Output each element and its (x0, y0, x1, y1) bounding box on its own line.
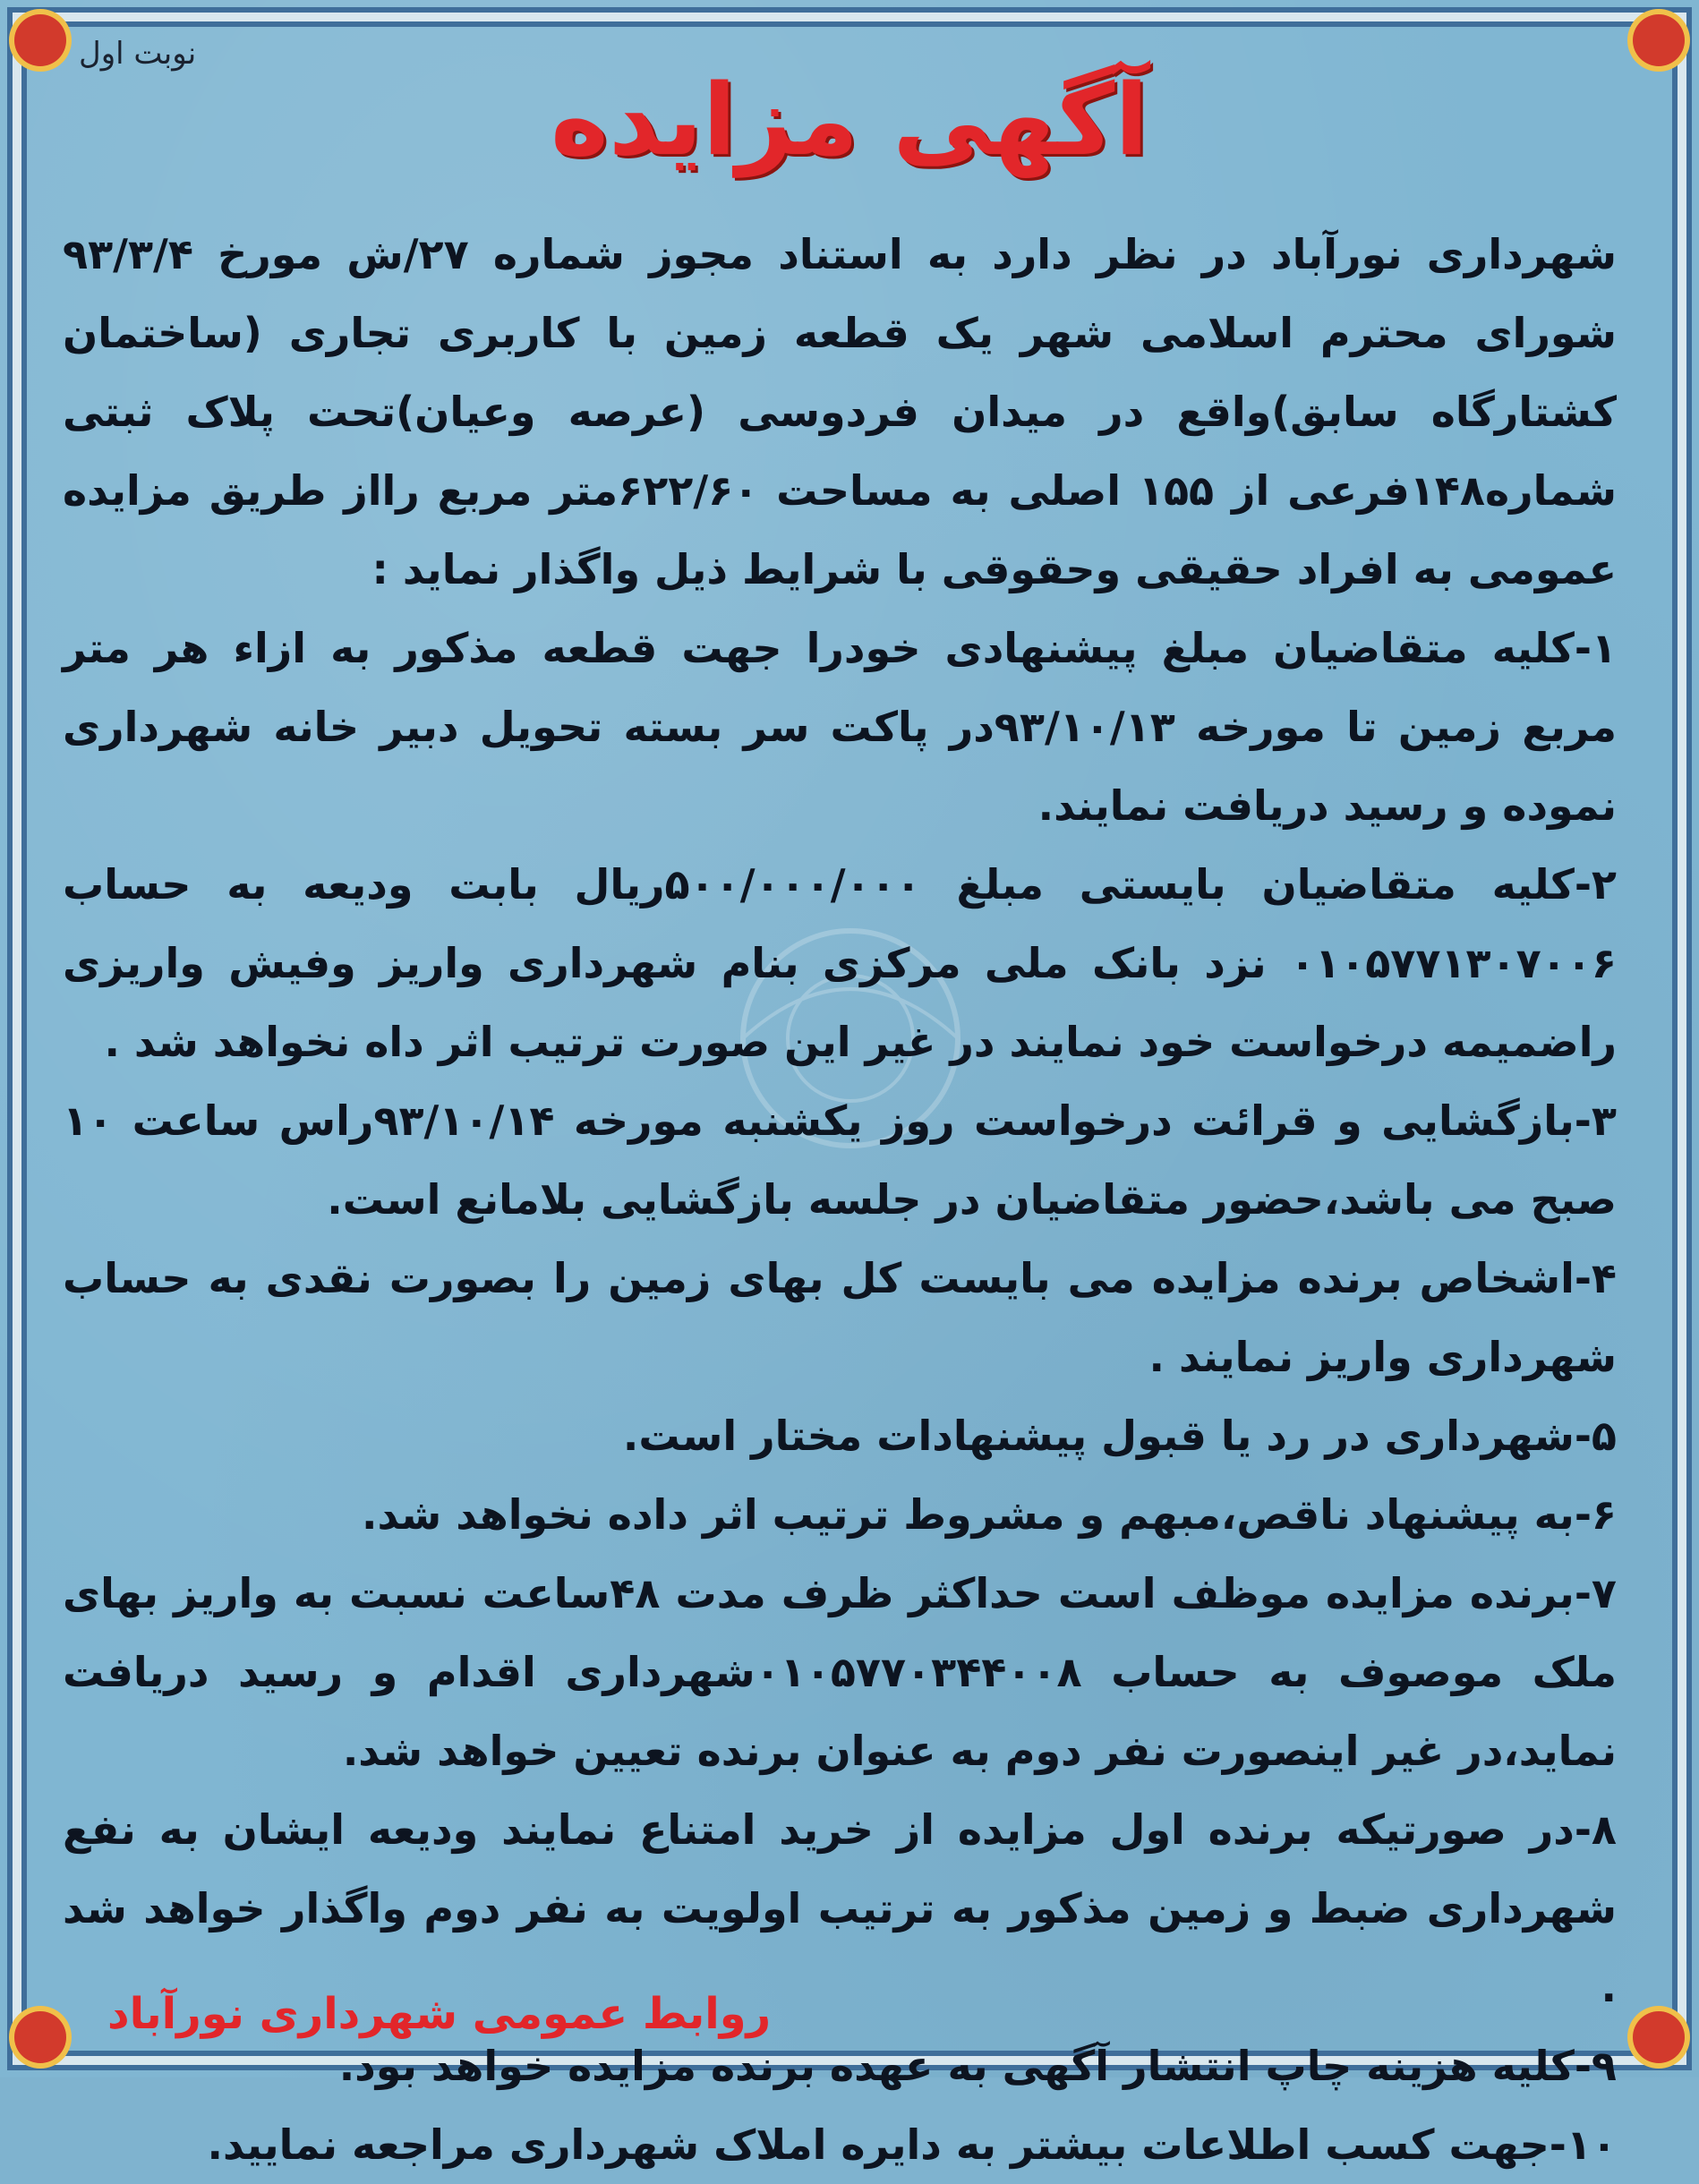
corner-ornament-icon (14, 14, 66, 66)
condition-item: ۱۰-جهت کسب اطلاعات بیشتر به دایره املاک شهرداری مراجعه نمایید. (207, 2120, 1617, 2169)
notice-title: آگهی مزایده (551, 63, 1148, 177)
corner-ornament-icon (1633, 14, 1685, 66)
publication-round-label: نوبت اول (79, 36, 197, 72)
notice-body (63, 215, 1617, 2184)
signature-line: روابط عمومی شهرداری نورآباد (107, 1989, 772, 2039)
condition-item: ۷-برنده مزایده موظف است حداکثر ظرف مدت ۴۸ساعت نسبت به واریز بهای ملک موصوف به حساب ۰۱۰۵۷۷۰۳۴۴۰۰۸شهرداری اقدام و رسید دریافت نماید،در غیر اینصورت نفر دوم به عنوان برنده تعیین خواهد شد. (63, 1569, 1617, 1775)
condition-item: ۲-کلیه متقاضیان بایستی مبلغ ۵۰۰/۰۰۰/۰۰۰ریال بابت ودیعه به حساب ۰۱۰۵۷۷۱۳۰۷۰۰۶ نزد بانک ملی مرکزی بنام شهرداری واریز وفیش واریزی راضمیمه درخواست خود نمایند در غیر این صورت ترتیب اثر داه نخواهد شد . (63, 860, 1617, 1066)
condition-item: ۴-اشخاص برنده مزایده می بایست کل بهای زمین را بصورت نقدی به حساب شهرداری واریز نمایند . (63, 1254, 1617, 1381)
intro-paragraph: شهرداری نورآباد در نظر دارد به استناد مجوز شماره ۲۷/ش مورخ ۹۳/۳/۴ شورای محترم اسلامی شهر یک قطعه زمین با کاربری تجاری (ساختمان کشتارگاه سابق)واقع در میدان فردوسی (عرصه وعیان)تحت پلاک ثبتی شماره۱۴۸فرعی از ۱۵۵ اصلی به مساحت ۶۲۲/۶۰متر مربع رااز طریق مزایده عمومی به افراد حقیقی وحقوقی با شرایط ذیل واگذار نماید : (63, 230, 1617, 593)
condition-item: ۱-کلیه متقاضیان مبلغ پیشنهادی خودرا جهت قطعه مذکور به ازاء هر متر مربع زمین تا مورخه ۹۳/۱۰/۱۳در پاکت سر بسته تحویل دبیر خانه شهرداری نموده و رسید دریافت نمایند. (63, 624, 1617, 830)
condition-item: ۵-شهرداری در رد یا قبول پیشنهادات مختار است. (622, 1412, 1617, 1460)
corner-ornament-icon (14, 2011, 66, 2063)
condition-item: ۹-کلیه هزینه چاپ انتشار آگهی به عهده برنده مزایده خواهد بود. (338, 2042, 1617, 2090)
condition-item: ۳-بازگشایی و قرائت درخواست روز یکشنبه مورخه ۹۳/۱۰/۱۴راس ساعت ۱۰ صبح می باشد،حضور متقاضیان در جلسه بازگشایی بلامانع است. (63, 1096, 1617, 1224)
condition-item: ۸-در صورتیکه برنده اول مزایده از خرید امتناع نمایند ودیعه ایشان به نفع شهرداری ضبط و زمین مذکور به ترتیب اولویت به نفر دوم واگذار خواهد شد . (63, 1805, 1617, 2011)
condition-item: ۶-به پیشنهاد ناقص،مبهم و مشروط ترتیب اثر داده نخواهد شد. (361, 1490, 1617, 1539)
corner-ornament-icon (1633, 2011, 1685, 2063)
